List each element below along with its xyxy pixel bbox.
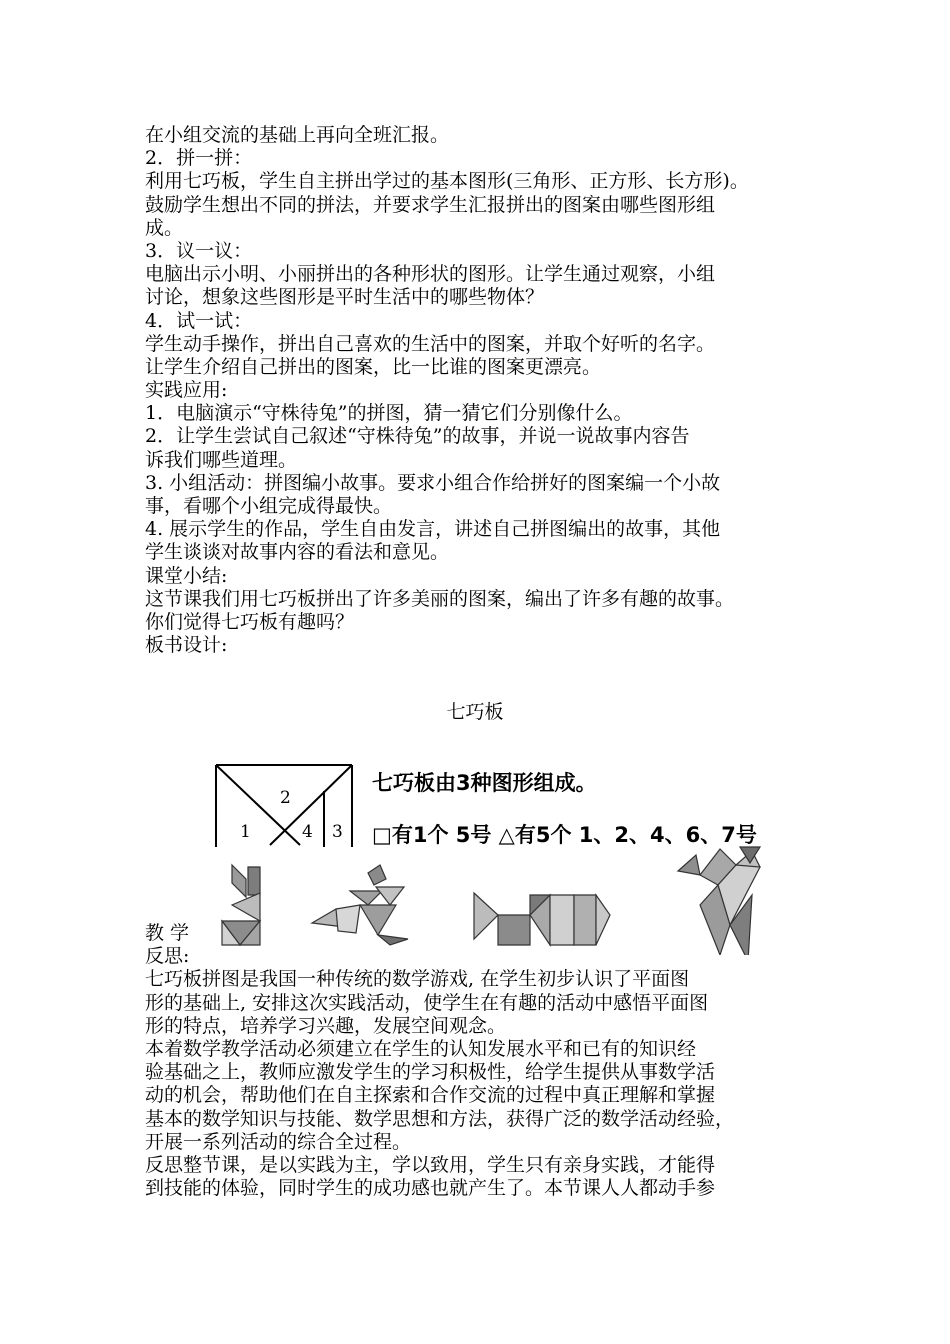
text-line: 2．让学生尝试自己叙述“守株待兔”的故事，并说一说故事内容告 [145,425,690,448]
text-line: 形的基础上, 安排这次实践活动，使学生在有趣的活动中感悟平面图 [145,991,709,1014]
piece-label-1: 1 [240,822,251,842]
text-line: 这节课我们用七巧板拼出了许多美丽的图案，编出了许多有趣的故事。 [145,587,735,610]
text-line: 3．议一议： [145,239,253,262]
text-line: 动的机会，帮助他们在自主探索和合作交流的过程中真正理解和掌握 [145,1084,716,1107]
text-line: 4．试一试： [145,309,253,332]
text-line: 反思整节课，是以实践为主，学以致用，学生只有亲身实践，才能得 [145,1153,716,1176]
board-title: 七巧板 [446,701,504,723]
text-line: 验基础之上，教师应激发学生的学习积极性，给学生提供从事数学活 [145,1061,716,1084]
text-line: 成。 [145,216,184,239]
text-line: 讨论，想象这些图形是平时生活中的哪些物体？ [145,286,545,309]
text-line: 学生动手操作，拼出自己喜欢的生活中的图案，并取个好听的名字。 [145,332,716,355]
text-line: 事，看哪个小组完成得最快。 [145,495,393,517]
text-line: 七巧板拼图是我国一种传统的数学游戏, 在学生初步认识了平面图 [145,968,690,991]
text-line: 你们觉得七巧板有趣吗？ [145,610,355,633]
text-line: 3. 小组活动：拼图编小故事。要求小组合作给拼好的图案编一个小故 [145,471,721,494]
piece-label-2: 2 [280,788,291,808]
text-line: 课堂小结: [145,564,228,587]
text-line: 电脑出示小明、小丽拼出的各种形状的图形。让学生通过观察，小组 [145,263,716,286]
text-line: 实践应用: [145,379,228,402]
text-line: 本着数学教学活动必须建立在学生的认知发展水平和已有的知识经 [145,1037,697,1060]
text-line: 学生谈谈对故事内容的看法和意见。 [145,541,450,564]
reflect-heading-line-1: 教 学 [145,922,190,944]
lesson-body-text [145,124,825,657]
piece-label-3: 3 [332,822,343,842]
text-line: 形的特点，培养学习兴趣，发展空间观念。 [145,1014,507,1037]
piece-label-4: 4 [302,822,313,842]
figure-caption-2: □有1个 5号 △有5个 1、2、4、6、7号 [372,823,757,847]
text-line: 让学生介绍自己拼出的图案，比一比谁的图案更漂亮。 [145,355,602,378]
text-line: 到技能的体验，同时学生的成功感也就产生了。本节课人人都动手参 [145,1177,716,1200]
text-line: 板书设计: [145,634,228,657]
text-line: 在小组交流的基础上再向全班汇报。 [145,124,450,146]
text-line: 2．拼一拼： [145,147,253,170]
figure-caption-1: 七巧板由3种图形组成。 [372,771,597,795]
text-line: 诉我们哪些道理。 [145,448,298,471]
reflect-heading-line-2: 反思: [145,945,190,968]
text-line: 基本的数学知识与技能、数学思想和方法，获得广泛的数学活动经验， [145,1107,735,1130]
teaching-reflection [145,922,825,1200]
text-line: 4. 展示学生的作品，学生自由发言，讲述自己拼图编出的故事，其他 [145,518,721,541]
text-line: 1．电脑演示“守株待兔”的拼图，猜一猜它们分别像什么。 [145,402,633,425]
text-line: 鼓励学生想出不同的拼法，并要求学生汇报拼出的图案由哪些图形组 [145,193,716,216]
text-line: 利用七巧板，学生自主拼出学过的基本图形(三角形、正方形、长方形)。 [145,170,749,193]
text-line: 开展一系列活动的综合全过程。 [145,1130,412,1153]
